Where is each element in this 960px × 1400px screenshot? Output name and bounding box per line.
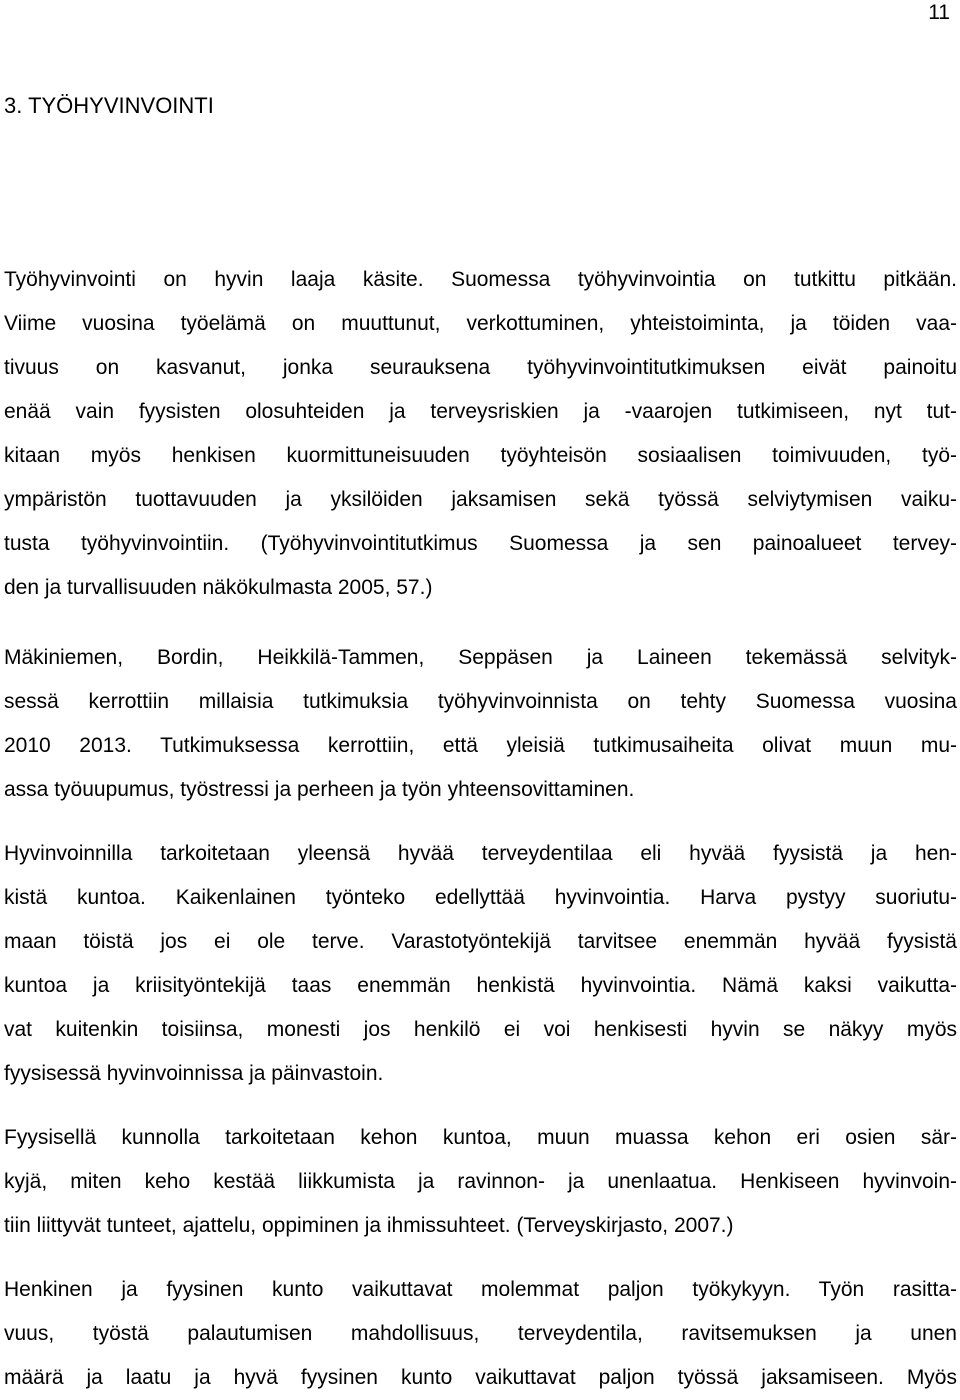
paragraph-hyvinvointi-maaritelma	[4, 832, 957, 1096]
text-line: vuus, työstä palautumisen mahdollisuus, terveydentila, ravitsemuksen ja unen	[4, 1322, 957, 1345]
paragraph-selvitys	[4, 636, 957, 812]
text-line: Viime vuosina työelämä on muuttunut, verkottuminen, yhteistoiminta, ja töiden vaa-	[4, 312, 957, 335]
paragraph-tyokyky	[4, 1268, 957, 1400]
text-line: Mäkiniemen, Bordin, Heikkilä-Tammen, Seppäsen ja Laineen tekemässä selvityk-	[4, 646, 957, 669]
page-number: 11	[928, 1, 950, 24]
text-line: ympäristön tuottavuuden ja yksilöiden jaksamisen sekä työssä selviytymisen vaiku-	[4, 488, 957, 511]
text-line: Työhyvinvointi on hyvin laaja käsite. Suomessa työhyvinvointia on tutkittu pitkään.	[4, 268, 957, 291]
chapter-heading: 3. TYÖHYVINVOINTI	[4, 93, 214, 118]
text-line: Fyysisellä kunnolla tarkoitetaan kehon kuntoa, muun muassa kehon eri osien sär-	[4, 1126, 957, 1149]
text-line: kitaan myös henkisen kuormittuneisuuden työyhteisön sosiaalisen toimivuuden, työ-	[4, 444, 957, 467]
text-line: tusta työhyvinvointiin. (Työhyvinvointitutkimus Suomessa ja sen painoalueet tervey-	[4, 532, 957, 555]
text-line: maan töistä jos ei ole terve. Varastotyöntekijä tarvitsee enemmän hyvää fyysistä	[4, 930, 957, 953]
text-line: määrä ja laatu ja hyvä fyysinen kunto vaikuttavat paljon työssä jaksamiseen. Myös	[4, 1366, 957, 1389]
text-line: kistä kuntoa. Kaikenlainen työnteko edellyttää hyvinvointia. Harva pystyy suoriutu-	[4, 886, 957, 909]
text-line: fyysisessä hyvinvoinnissa ja päinvastoin.	[4, 1062, 384, 1085]
text-line: assa työuupumus, työstressi ja perheen ja työn yhteensovittaminen.	[4, 778, 635, 801]
text-line: kyjä, miten keho kestää liikkumista ja ravinnon- ja unenlaatua. Henkiseen hyvinvoin-	[4, 1170, 957, 1193]
text-line: sessä kerrottiin millaisia tutkimuksia työhyvinvoinnista on tehty Suomessa vuosina	[4, 690, 957, 713]
text-line: Hyvinvoinnilla tarkoitetaan yleensä hyvää terveydentilaa eli hyvää fyysistä ja hen-	[4, 842, 957, 865]
text-line: Henkinen ja fyysinen kunto vaikuttavat molemmat paljon työkykyyn. Työn rasitta-	[4, 1278, 957, 1301]
text-line: enää vain fyysisten olosuhteiden ja terveysriskien ja -vaarojen tutkimiseen, nyt tut-	[4, 400, 957, 423]
text-line: den ja turvallisuuden näkökulmasta 2005, 57.)	[4, 576, 433, 599]
paragraph-fyysinen-kunto	[4, 1116, 957, 1248]
paragraph-tyohyvinvointi-intro	[4, 258, 957, 610]
text-line: 2010 2013. Tutkimuksessa kerrottiin, että yleisiä tutkimusaiheita olivat muun mu-	[4, 734, 957, 757]
text-line: kuntoa ja kriisityöntekijä taas enemmän henkistä hyvinvointia. Nämä kaksi vaikutta-	[4, 974, 957, 997]
text-line: tiin liittyvät tunteet, ajattelu, oppiminen ja ihmissuhteet. (Terveyskirjasto, 2007.)	[4, 1214, 734, 1237]
text-line: tivuus on kasvanut, jonka seurauksena työhyvinvointitutkimuksen eivät painoitu	[4, 356, 957, 379]
text-line: vat kuitenkin toisiinsa, monesti jos henkilö ei voi henkisesti hyvin se näkyy myös	[4, 1018, 957, 1041]
